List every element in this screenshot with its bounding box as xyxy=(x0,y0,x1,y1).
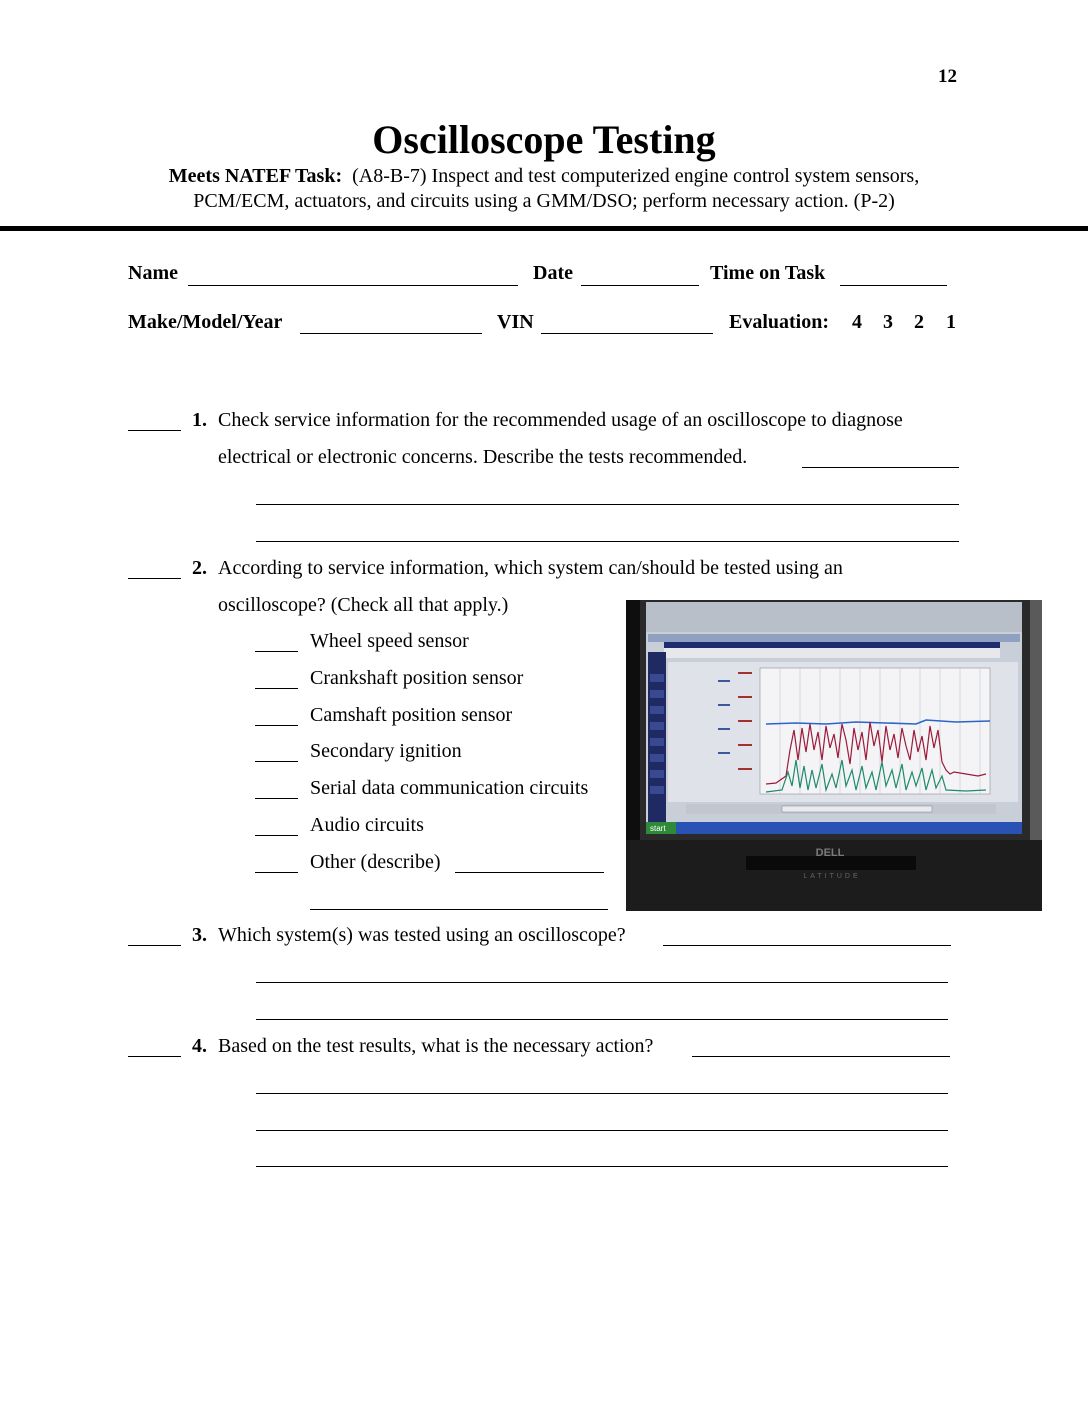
q1-number: 1. xyxy=(192,409,207,431)
checklist-blank[interactable] xyxy=(255,798,298,799)
q2-number: 2. xyxy=(192,557,207,579)
evaluation-score-1[interactable]: 1 xyxy=(946,311,956,333)
vin-label: VIN xyxy=(497,311,534,333)
date-label: Date xyxy=(533,262,573,284)
name-label: Name xyxy=(128,262,178,284)
page-number: 12 xyxy=(938,66,957,87)
q1-answer-line[interactable] xyxy=(256,541,959,542)
date-field[interactable] xyxy=(581,285,699,286)
laptop-brand: DELL xyxy=(815,847,845,859)
q3-number: 3. xyxy=(192,924,207,946)
q3-answer-line[interactable] xyxy=(663,945,951,946)
q3-score-blank[interactable] xyxy=(128,945,181,946)
checklist-blank[interactable] xyxy=(255,688,298,689)
make-model-year-label: Make/Model/Year xyxy=(128,311,283,333)
checklist-item: Other (describe) xyxy=(310,851,441,873)
evaluation-label: Evaluation: xyxy=(729,311,830,333)
q4-answer-line[interactable] xyxy=(256,1166,948,1167)
name-field[interactable] xyxy=(188,285,518,286)
task-label: Meets NATEF Task: xyxy=(168,165,343,187)
checklist-blank[interactable] xyxy=(255,835,298,836)
q4-answer-line[interactable] xyxy=(692,1056,950,1057)
time-on-task-field[interactable] xyxy=(840,285,947,286)
evaluation-score-3[interactable]: 3 xyxy=(883,311,893,333)
q1-text-line-1: Check service information for the recommended usage of an oscilloscope to diagnose xyxy=(218,409,903,431)
header-divider xyxy=(0,226,1088,231)
checklist-blank[interactable] xyxy=(255,651,298,652)
vin-field[interactable] xyxy=(541,333,713,334)
q1-text-line-2: electrical or electronic concerns. Describe the tests recommended. xyxy=(218,446,748,468)
q1-answer-line[interactable] xyxy=(802,467,959,468)
checklist-blank[interactable] xyxy=(255,761,298,762)
checklist-blank[interactable] xyxy=(255,725,298,726)
q4-answer-line[interactable] xyxy=(256,1093,948,1094)
checklist-item: Serial data communication circuits xyxy=(310,777,589,799)
q3-answer-line[interactable] xyxy=(256,982,948,983)
page-title: Oscilloscope Testing xyxy=(372,117,716,162)
q3-text: Which system(s) was tested using an oscilloscope? xyxy=(218,924,626,946)
checklist-item: Crankshaft position sensor xyxy=(310,667,524,689)
taskbar-start: start xyxy=(650,824,666,833)
other-describe-line[interactable] xyxy=(310,909,608,910)
q4-answer-line[interactable] xyxy=(256,1130,948,1131)
q1-score-blank[interactable] xyxy=(128,430,181,431)
laptop-illustration xyxy=(626,600,1042,911)
q4-score-blank[interactable] xyxy=(128,1056,181,1057)
q1-answer-line[interactable] xyxy=(256,504,959,505)
time-on-task-label: Time on Task xyxy=(710,262,826,284)
q3-answer-line[interactable] xyxy=(256,1019,948,1020)
q2-score-blank[interactable] xyxy=(128,578,181,579)
checklist-item: Camshaft position sensor xyxy=(310,704,513,726)
q4-number: 4. xyxy=(192,1035,207,1057)
make-model-year-field[interactable] xyxy=(300,333,482,334)
q4-text: Based on the test results, what is the necessary action? xyxy=(218,1035,654,1057)
oscilloscope-laptop-photo xyxy=(626,600,1042,911)
q2-text-line-2: oscilloscope? (Check all that apply.) xyxy=(218,594,509,616)
checklist-blank[interactable] xyxy=(255,872,298,873)
checklist-item: Wheel speed sensor xyxy=(310,630,469,652)
task-line-2: PCM/ECM, actuators, and circuits using a GMM/DSO; perform necessary action. (P-2) xyxy=(193,190,895,212)
natef-task xyxy=(0,164,1088,214)
q2-text-line-1: According to service information, which system can/should be tested using an xyxy=(218,557,843,579)
evaluation-score-2[interactable]: 2 xyxy=(914,311,924,333)
other-describe-line[interactable] xyxy=(455,872,604,873)
checklist-item: Audio circuits xyxy=(310,814,424,836)
laptop-model: LATITUDE xyxy=(803,873,861,880)
evaluation-score-4[interactable]: 4 xyxy=(852,311,862,333)
task-line-1: (A8-B-7) Inspect and test computerized engine control system sensors, xyxy=(352,165,920,187)
checklist-item: Secondary ignition xyxy=(310,740,462,762)
